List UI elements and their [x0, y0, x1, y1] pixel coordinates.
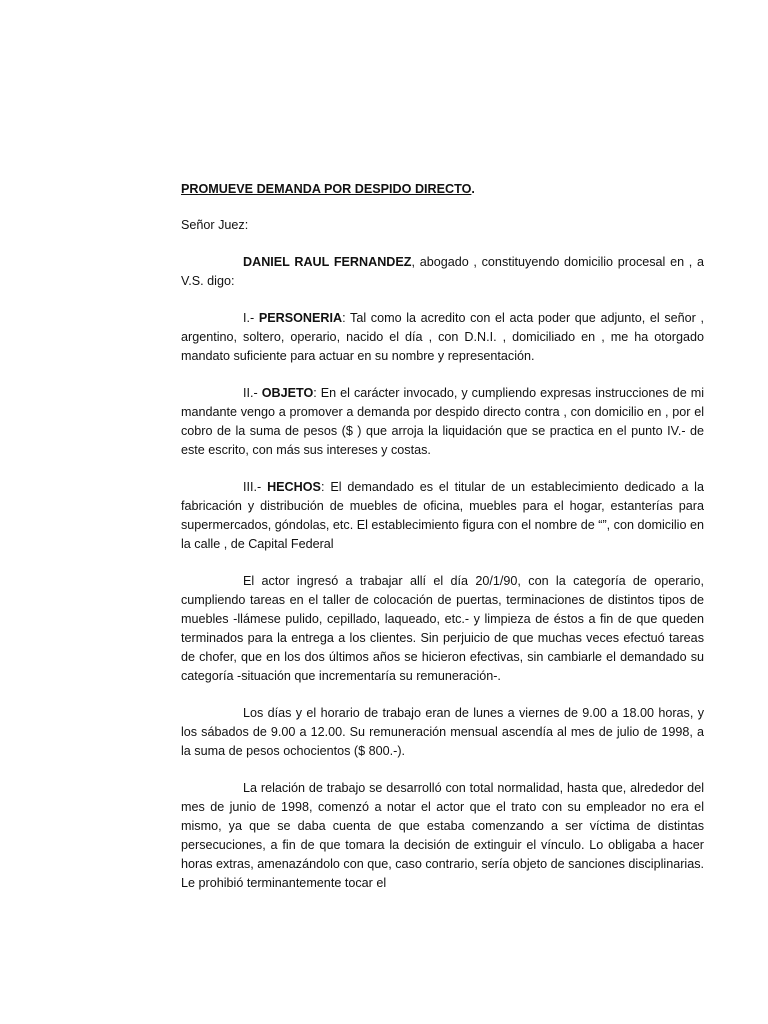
intro-text: , abogado , constituyendo domicilio procesal en , a V.S. digo: — [181, 255, 704, 288]
attorney-name: DANIEL RAUL FERNANDEZ — [243, 255, 412, 269]
body-paragraph: Los días y el horario de trabajo eran de lunes a viernes de 9.00 a 18.00 horas, y los sábados de 9.00 a 12.00. Su remuneración mensual ascendía al mes de julio de 1998, a la suma de pesos ochocientos ($ 800.-). — [181, 706, 704, 758]
section-text-hechos: : El demandado es el titular de un establecimiento dedicado a la fabricación y distribución de muebles de oficina, muebles para el hogar, estanterías para supermercados, góndolas, etc. El establecimiento figura con el nombre de “”, con domicilio en la calle , de Capital Federal — [181, 480, 704, 551]
salutation: Señor Juez: — [181, 218, 249, 232]
section-hechos — [181, 478, 704, 554]
section-text-objeto: : En el carácter invocado, y cumpliendo expresas instrucciones de mi mandante vengo a promover a demanda por despido directo contra , con domicilio en , por el cobro de la suma de pesos ($ ) que arroja la liquidación que se practica en el punto IV.- de este escrito, con más sus intereses y costas. — [181, 386, 704, 457]
intro-paragraph — [181, 253, 704, 291]
section-number: II.- — [243, 386, 262, 400]
body-paragraph: El actor ingresó a trabajar allí el día 20/1/90, con la categoría de operario, cumpliendo tareas en el taller de colocación de puertas, terminaciones de distintos tipos de muebles -llámese pulido, cepillado, laqueado, etc.- y limpieza de éstos a fin de que queden terminados para la entrega a los clientes. Sin perjuicio de que muchas veces efectuó tareas de chofer, que en los dos últimos años se hicieron efectivas, sin cambiarle el demandado su categoría -situación que incrementaría su remuneración-. — [181, 574, 704, 683]
section-heading-objeto: OBJETO — [261, 386, 314, 400]
section-objeto — [181, 384, 704, 460]
title-text: PROMUEVE DEMANDA POR DESPIDO DIRECTO — [181, 182, 472, 196]
section-heading-hechos: HECHOS — [267, 480, 321, 494]
section-personeria — [181, 309, 704, 366]
title-period: . — [471, 182, 475, 196]
section-text-personeria: : Tal como la acredito con el acta poder que adjunto, el señor , argentino, soltero, operario, nacido el día , con D.N.I. , domiciliado en , me ha otorgado mandato suficiente para actuar en su nombre y representación. — [181, 311, 704, 363]
section-heading-personeria: PERSONERIA — [258, 311, 343, 325]
section-number: I.- — [243, 311, 259, 325]
section-number: III.- — [243, 480, 268, 494]
document-body — [181, 180, 704, 911]
document-title — [181, 180, 704, 199]
body-paragraph: La relación de trabajo se desarrolló con total normalidad, hasta que, alrededor del mes de junio de 1998, comenzó a notar el actor que el trato con su empleador no era el mismo, ya que se daba cuenta de que estaba comenzando a ser víctima de distintas persecuciones, a fin de que tomara la decisión de extinguir el vínculo. Lo obligaba a hacer horas extras, amenazándolo con que, caso contrario, sería objeto de sanciones disciplinarias. Le prohibió terminantemente tocar el — [181, 781, 704, 890]
